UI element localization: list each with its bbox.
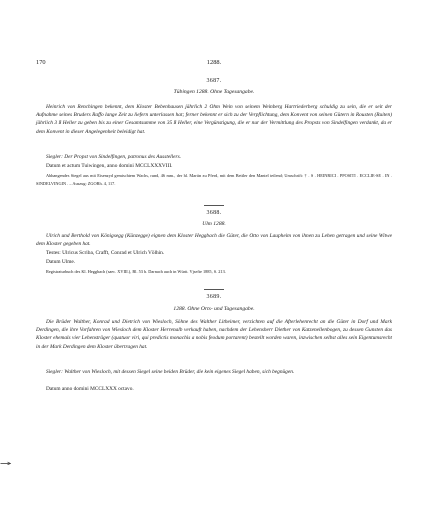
- document-note: Registraturbuch des Kl. Heggbach (saec. XVIII.), Bl. 53 b. Darnach auch in Württ. Vjsefte 1885, S. 213.: [46, 269, 226, 274]
- document-note: Abhangendes Siegel aus mit Eisenzyd gemischtem Wachs, rund, 46 mm., der hl. Martin zu Pferd, mit dem Bettler den Mantel teilend; Umschrift: † . S . HEINRICI . PPOSITI . ECCLIE-SE . IN . SINDELVINGIN . – Auszug: ZGORh. 4, 117.: [36, 173, 392, 186]
- separator-rule: [204, 205, 224, 206]
- pencil-mark: [0, 459, 12, 465]
- document-number: 3688.: [206, 210, 222, 216]
- running-header: [36, 59, 392, 69]
- document-datum: Datum Ulme.: [46, 259, 76, 265]
- document-witnesses: Testes: Ulricus Scriba, Crafft, Conrad et Ulrich Völhin.: [46, 250, 165, 256]
- document-place-date: Ulm 1288.: [202, 221, 226, 227]
- sealer-text: Siegler: Der Propst von Sindelfingen, patronus des Ausstellers.: [46, 154, 182, 160]
- document-datum: Datum et actum Tuiwingen, anno domini MCCLXXXVIII.: [46, 163, 173, 169]
- document-datum: Datum anno domini MCCLXXX octavo.: [46, 386, 134, 392]
- header-year: 1288.: [206, 59, 222, 66]
- document-place-date: 1288. Ohne Orts- und Tagesangabe.: [173, 306, 255, 312]
- document-sealer: [36, 368, 392, 376]
- document-page: [36, 0, 392, 512]
- document-summary: Heinrich von Renchingen bekennt, dem Kloster Bebenhausen jährlich 2 Ohm Wein von seinem Weinberg Hartriederberg schuldig zu sein, die er seit der Aufnahme seines Bruders Raffo lange Zeit zu liefern unterlassen hat; ferner bekennt er sich zu der Verpflichtung, dem Konvent von seinen Gütern in Rousten (Ruiten) jährlich 3 ß Heller zu geben bis zu einer Gesamtsumme von 35 ß Heller, eine Vergünstigung, die er nur der Vermittlung des Propsts von Sindelfingen verdankt, da er dem Konvent in dieser Angelegenheit beleidigt hat.: [36, 104, 392, 135]
- sealer-text: Siegler: Walther von Wiesloch, mit dessen Siegel seine beiden Brüder, die kein eigenes Siegel haben, sich begnügen.: [46, 369, 295, 375]
- document-number: 3689.: [206, 294, 222, 300]
- page-number: 170: [36, 59, 46, 66]
- document-summary: Ulrich und Berthold von Königsegg (Künzegge) eignen dem Kloster Heggbach die Güter, die Otto von Laupheim von ihnen zu Lehen getragen und seine Witwe dem Kloster gegeben hat.: [36, 233, 392, 248]
- document-sealer: [36, 153, 392, 161]
- document-place-date: Tübingen 1288. Ohne Tagesangabe.: [173, 89, 255, 95]
- document-number: 3687.: [206, 78, 222, 84]
- separator-rule: [204, 289, 224, 290]
- document-summary: Die Brüder Walther, Konrad und Dietrich von Wiesloch, Söhne des Walther Litheimer, verzichten auf die Afterlehenrecht an die Güter in Dorf und Mark Derdingen, die ihre Vorfahren von Wiesloch dem Kloster Herrenalb verkauft haben, nachdem der Lehensherr Diether von Katzenellenbogen, zu dessen Gunsten das Kloster ehemals vier Lehensträger (quatuor viri, qui predictis monachis a nobis feodum portarent) bestellt worden waren, inzwischen selbst alles sein Eigentumsrecht in der Mark Derdingen dem Kloster übertragen hat.: [36, 319, 392, 350]
